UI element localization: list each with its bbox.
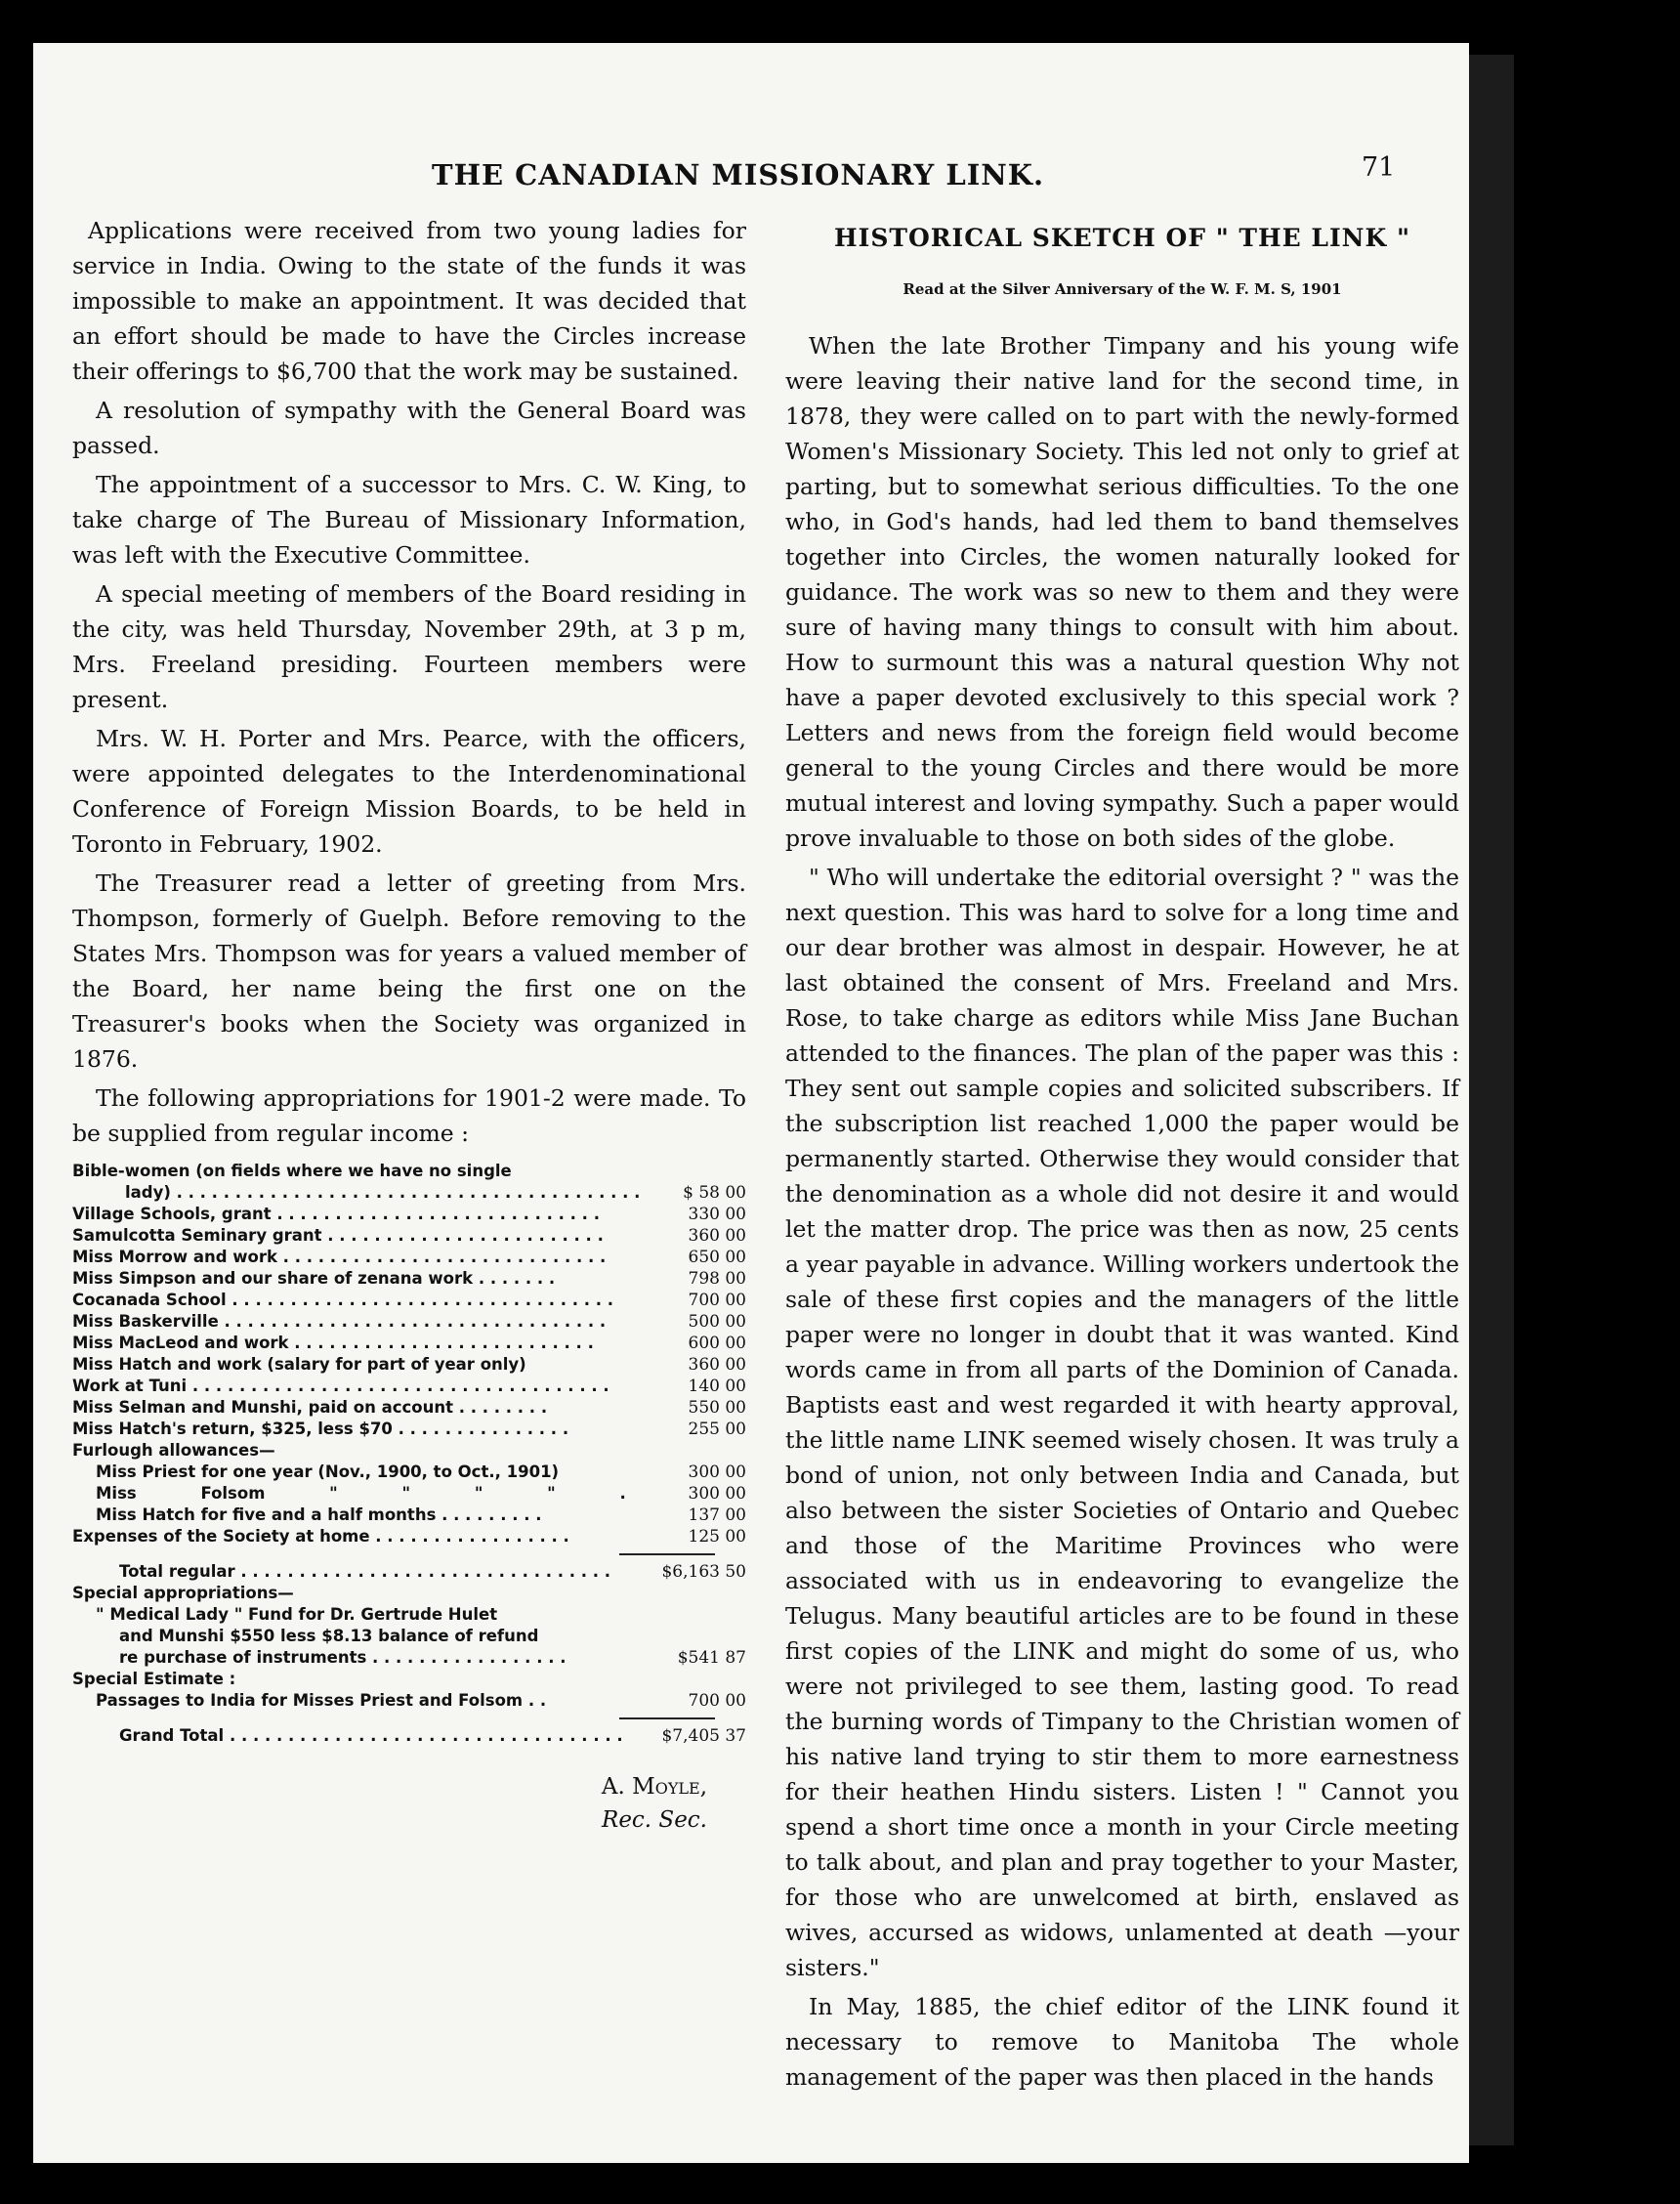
row-label: Special Estimate : xyxy=(72,1670,236,1688)
row-amount: $6,163 50 xyxy=(661,1562,746,1582)
table-row xyxy=(72,1333,746,1354)
table-row xyxy=(72,1505,746,1526)
row-label: Miss Hatch for five and a half months . . . . . . . . . xyxy=(96,1505,542,1524)
row-label: Miss Hatch and work (salary for part of year only) xyxy=(72,1355,526,1374)
row-label: re purchase of instruments . . . . . . . . . . . . . . . . . xyxy=(119,1648,567,1667)
table-row xyxy=(72,1669,746,1690)
row-amount: 300 00 xyxy=(688,1462,746,1482)
row-amount: 140 00 xyxy=(688,1377,746,1396)
paragraph: " Who will undertake the editorial oversight ? " was the next question. This was hard to solve for a long time and our dear brother was almost in despair. However, he at last obtained the consent of Mrs. Freeland and Mrs. Rose, to take charge as editors while Miss Jane Buchan attended to the finances. The plan of the paper was this : They sent out sample copies and solicited subscribers. If the subscription list reached 1,000 the paper would be permanently started. Otherwise they would consider that the denomination as a whole did not desire it and would let the matter drop. The price was then as now, 25 cents a year payable in advance. Willing workers undertook the sale of these first copies and the managers of the little paper were no longer in doubt that it was wanted. Kind words came in from all parts of the Dominion of Canada. Baptists east and west regarded it with hearty approval, the little name LINK seemed wisely chosen. It was truly a bond of union, not only between India and Canada, but also between the sister Societies of Ontario and Quebec and those of the Maritime Provinces who were associated with us in endeavoring to evangelize the Telugus. Many beautiful articles are to be found in these first copies of the LINK and might do some of us, who were not privileged to see them, lasting good. To read the burning words of Timpany to the Christian women of his native land trying to stir them to more earnestness for their heathen Hindu sisters. Listen ! " Cannot you spend a short time once a month in your Circle meeting to talk about, and plan and pray together to your Master, for those who are unwelcomed at birth, enslaved as wives, accursed as widows, unlamented at death —your sisters." xyxy=(785,864,1459,1981)
row-label: " Medical Lady " Fund for Dr. Gertrude Hulet xyxy=(96,1605,498,1624)
row-label: Miss MacLeod and work . . . . . . . . . . . . . . . . . . . . . . . . . . xyxy=(72,1334,594,1352)
table-row xyxy=(72,1182,746,1204)
sum-rule xyxy=(619,1717,715,1719)
page-number: 71 xyxy=(1362,152,1396,183)
row-amount: 255 00 xyxy=(688,1420,746,1439)
table-row xyxy=(72,1690,746,1712)
row-label: Miss Baskerville . . . . . . . . . . . . . . . . . . . . . . . . . . . . . . . . . xyxy=(72,1312,607,1331)
grand-total-row xyxy=(72,1725,746,1747)
table-row xyxy=(72,1290,746,1311)
row-label: Miss Folsom " " " " . xyxy=(96,1484,626,1503)
table-row xyxy=(72,1583,746,1604)
table-row xyxy=(72,1204,746,1225)
row-amount: 600 00 xyxy=(688,1334,746,1353)
row-label: Miss Selman and Munshi, paid on account . . . . . . . . xyxy=(72,1398,548,1417)
book-spine xyxy=(1465,55,1514,2145)
row-label: Grand Total . . . . . . . . . . . . . . . . . . . . . . . . . . . . . . . . . . xyxy=(119,1726,623,1745)
row-label: Bible-women (on fields where we have no single xyxy=(72,1162,512,1180)
row-amount: 500 00 xyxy=(688,1312,746,1332)
table-row xyxy=(72,1440,746,1462)
row-amount: 700 00 xyxy=(688,1291,746,1310)
table-row xyxy=(72,1247,746,1268)
signature xyxy=(72,1770,746,1837)
article-title: HISTORICAL SKETCH OF " THE LINK " xyxy=(834,224,1410,252)
paragraph: The appointment of a successor to Mrs. C. W. King, to take charge of The Bureau of Missionary Information, was left with the Executive Committee. xyxy=(72,471,746,569)
row-label: and Munshi $550 less $8.13 balance of refund xyxy=(119,1627,539,1645)
row-amount: 330 00 xyxy=(688,1205,746,1224)
running-title: THE CANADIAN MISSIONARY LINK. xyxy=(432,158,1045,191)
row-label: Total regular . . . . . . . . . . . . . . . . . . . . . . . . . . . . . . . . xyxy=(119,1562,611,1581)
row-amount: 700 00 xyxy=(688,1691,746,1711)
row-label: Furlough allowances— xyxy=(72,1441,275,1460)
row-amount: 550 00 xyxy=(688,1398,746,1418)
paragraph: The following appropriations for 1901-2 were made. To be supplied from regular income : xyxy=(72,1084,746,1147)
total-regular-row xyxy=(72,1561,746,1583)
paragraph: Mrs. W. H. Porter and Mrs. Pearce, with the officers, were appointed delegates to the Interdenominational Conference of Foreign Mission Boards, to be held in Toronto in February, 1902. xyxy=(72,725,746,858)
article-subtitle: Read at the Silver Anniversary of the W. F. M. S, 1901 xyxy=(903,280,1342,298)
row-amount: 650 00 xyxy=(688,1248,746,1267)
paragraph: When the late Brother Timpany and his young wife were leaving their native land for the second time, in 1878, they were called on to part with the newly-formed Women's Missionary Society. This led not only to grief at parting, but to somewhat serious difficulties. To the one who, in God's hands, had led them to band themselves together into Circles, the women naturally looked for guidance. The work was so new to them and they were sure of having many things to consult with him about. How to surmount this was a natural question Why not have a paper devoted exclusively to this special work ? Letters and news from the foreign field would become general to the young Circles and there would be more mutual interest and loving sympathy. Such a paper would prove invaluable to those on both sides of the globe. xyxy=(785,332,1459,852)
paragraph: A resolution of sympathy with the General Board was passed. xyxy=(72,397,746,459)
table-row xyxy=(72,1526,746,1547)
paragraph: A special meeting of members of the Board residing in the city, was held Thursday, November 29th, at 3 p m, Mrs. Freeland presiding. Fourteen members were present. xyxy=(72,580,746,713)
paragraph: In May, 1885, the chief editor of the LINK found it necessary to remove to Manitoba The whole management of the paper was then placed in the hands xyxy=(785,1993,1459,2091)
row-label: Special appropriations— xyxy=(72,1584,294,1602)
row-label: Miss Simpson and our share of zenana work . . . . . . . xyxy=(72,1269,556,1288)
table-row xyxy=(72,1376,746,1397)
row-amount: $7,405 37 xyxy=(661,1726,746,1746)
row-label: Expenses of the Society at home . . . . . . . . . . . . . . . . . xyxy=(72,1527,569,1546)
sum-rule xyxy=(619,1553,715,1555)
signature-title: Rec. Sec. xyxy=(602,1807,707,1833)
table-row xyxy=(72,1604,746,1626)
document-page xyxy=(33,43,1469,2163)
row-amount: 300 00 xyxy=(688,1484,746,1504)
row-label: lady) . . . . . . . . . . . . . . . . . . . . . . . . . . . . . . . . . . . . . . . . xyxy=(125,1183,641,1202)
row-amount: 125 00 xyxy=(688,1527,746,1547)
paragraph: The Treasurer read a letter of greeting from Mrs. Thompson, formerly of Guelph. Before removing to the States Mrs. Thompson was for years a valued member of the Board, her name being the first one on the Treasurer's books when the Society was organized in 1876. xyxy=(72,869,746,1073)
table-row xyxy=(72,1626,746,1647)
table-row xyxy=(72,1462,746,1483)
row-label: Village Schools, grant . . . . . . . . . . . . . . . . . . . . . . . . . . . . xyxy=(72,1205,600,1223)
table-row xyxy=(72,1483,746,1505)
row-label: Miss Priest for one year (Nov., 1900, to Oct., 1901) xyxy=(96,1462,560,1481)
row-label: Miss Morrow and work . . . . . . . . . . . . . . . . . . . . . . . . . . . . xyxy=(72,1248,607,1266)
right-column xyxy=(785,213,1459,2098)
appropriations-table xyxy=(72,1161,746,1747)
table-row xyxy=(72,1647,746,1669)
table-row xyxy=(72,1419,746,1440)
paragraph: Applications were received from two young ladies for service in India. Owing to the state of the funds it was impossible to make an appointment. It was decided that an effort should be made to have the Circles increase their offerings to $6,700 that the work may be sustained. xyxy=(72,217,746,385)
table-row xyxy=(72,1354,746,1376)
table-row xyxy=(72,1161,746,1182)
row-amount: 360 00 xyxy=(688,1355,746,1375)
table-row xyxy=(72,1225,746,1247)
row-label: Cocanada School . . . . . . . . . . . . . . . . . . . . . . . . . . . . . . . . . xyxy=(72,1291,614,1309)
row-label: Samulcotta Seminary grant . . . . . . . . . . . . . . . . . . . . . . . . xyxy=(72,1226,604,1245)
row-amount: 360 00 xyxy=(688,1226,746,1246)
row-amount: $541 87 xyxy=(677,1648,746,1668)
table-row xyxy=(72,1397,746,1419)
table-row xyxy=(72,1311,746,1333)
row-amount: 798 00 xyxy=(688,1269,746,1289)
row-amount: 137 00 xyxy=(688,1505,746,1525)
row-label: Miss Hatch's return, $325, less $70 . . . . . . . . . . . . . . . xyxy=(72,1420,569,1438)
table-row xyxy=(72,1268,746,1290)
row-label: Work at Tuni . . . . . . . . . . . . . . . . . . . . . . . . . . . . . . . . . . . . xyxy=(72,1377,609,1395)
row-amount: $ 58 00 xyxy=(683,1183,746,1203)
row-label: Passages to India for Misses Priest and Folsom . . xyxy=(96,1691,547,1710)
left-column xyxy=(72,213,746,1837)
signature-name: A. Moyle, xyxy=(601,1774,707,1800)
